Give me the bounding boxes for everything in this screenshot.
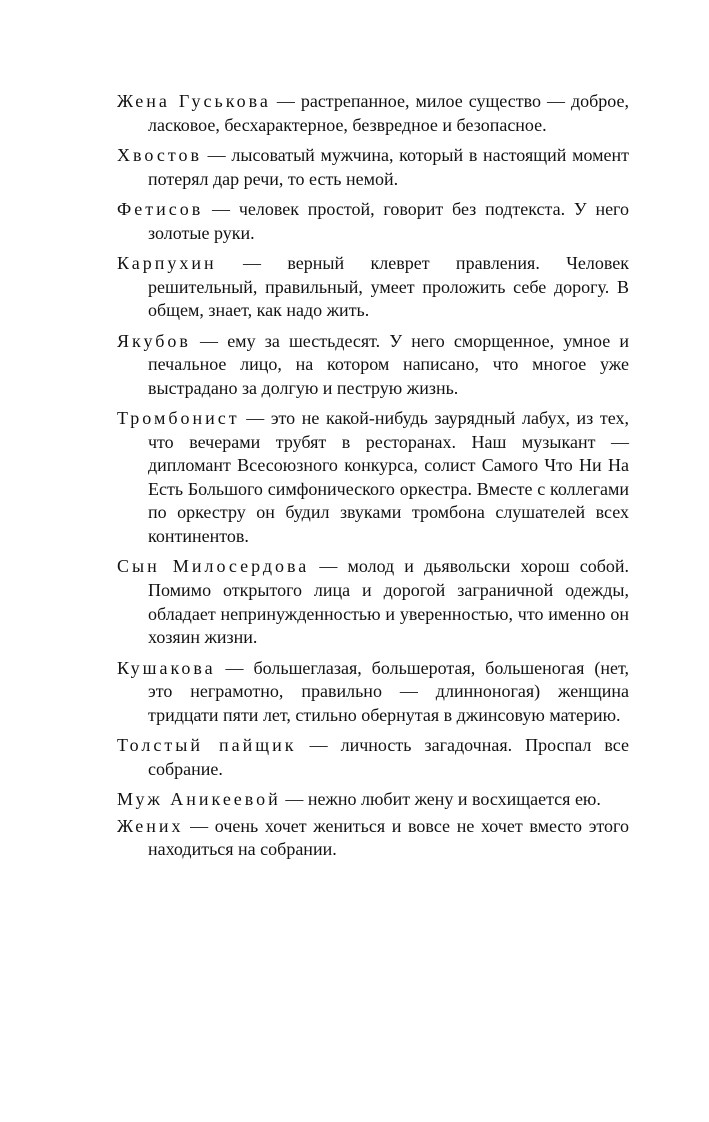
character-list (117, 90, 629, 869)
character-name: Жена Гуськова (117, 91, 271, 111)
entry-groom (117, 815, 629, 862)
character-name: Карпухин (117, 252, 217, 273)
character-name: Сын Милосердова (117, 556, 310, 577)
character-name: Тромбонист (117, 408, 240, 429)
entry-fat-shareholder (117, 734, 629, 781)
entry-karpukhin (117, 252, 629, 323)
character-description: — это не какой-нибудь заурядный лабух, из тех, что вечерами трубят в ресторанах. Наш музыкант — дипломант Всесоюзного конкурса, солист Самого Что Ни На Есть Большого симфонического оркестра. Вместе с коллегами по оркестру он будил звуками тромбона слушателей всех континентов. (148, 408, 629, 547)
character-description: — нежно любит жену и восхищается ею. (280, 789, 601, 810)
character-name: Хвостов (117, 144, 202, 165)
character-name: Якубов (117, 330, 191, 351)
character-description: — личность загадочная. Проспал все собрание. (148, 735, 629, 779)
entry-guskova-wife (117, 90, 629, 137)
character-description: — человек простой, говорит без подтекста. У него золотые руки. (148, 198, 629, 243)
character-name: Кушакова (117, 657, 216, 678)
character-name: Жених (117, 815, 184, 836)
character-name: Толстый пайщик (117, 735, 297, 756)
character-description: — очень хочет жениться и вовсе не хочет вместо этого находиться на собрании. (148, 815, 629, 860)
character-description: — лысоватый мужчина, который в настоящий момент потерял дар речи, то есть немой. (148, 144, 629, 189)
character-name: Фетисов (117, 198, 204, 219)
character-description: — растрепанное, милое существо — доброе, ласковое, бесхарактерное, безвредное и безопасное. (148, 91, 629, 135)
character-description: — молод и дьявольски хорош собой. Помимо открытого лица и дорогой заграничной одежды, обладает непринужденностью и уверенностью, что именно он хозяин жизни. (148, 556, 629, 648)
entry-trombonist (117, 407, 629, 549)
entry-miloserdov-son (117, 555, 629, 649)
entry-yakubov (117, 330, 629, 401)
character-description: — верный клеврет правления. Человек решительный, правильный, умеет проложить себе дорогу. В общем, знает, как надо жить. (148, 252, 629, 321)
entry-fetisov (117, 198, 629, 245)
entry-khvostov (117, 144, 629, 191)
entry-kushakova (117, 657, 629, 728)
character-description: — большеглазая, большеротая, большеногая (нет, это неграмотно, правильно — длинноногая) женщина тридцати пяти лет, стильно обернутая в джинсовую материю. (148, 657, 629, 725)
entry-anikeeva-husband (117, 788, 629, 812)
character-name: Муж Аникеевой (117, 789, 281, 810)
character-description: — ему за шестьдесят. У него сморщенное, умное и печальное лицо, на котором написано, что многое уже выстрадано за долгую и пеструю жизнь. (148, 330, 629, 398)
